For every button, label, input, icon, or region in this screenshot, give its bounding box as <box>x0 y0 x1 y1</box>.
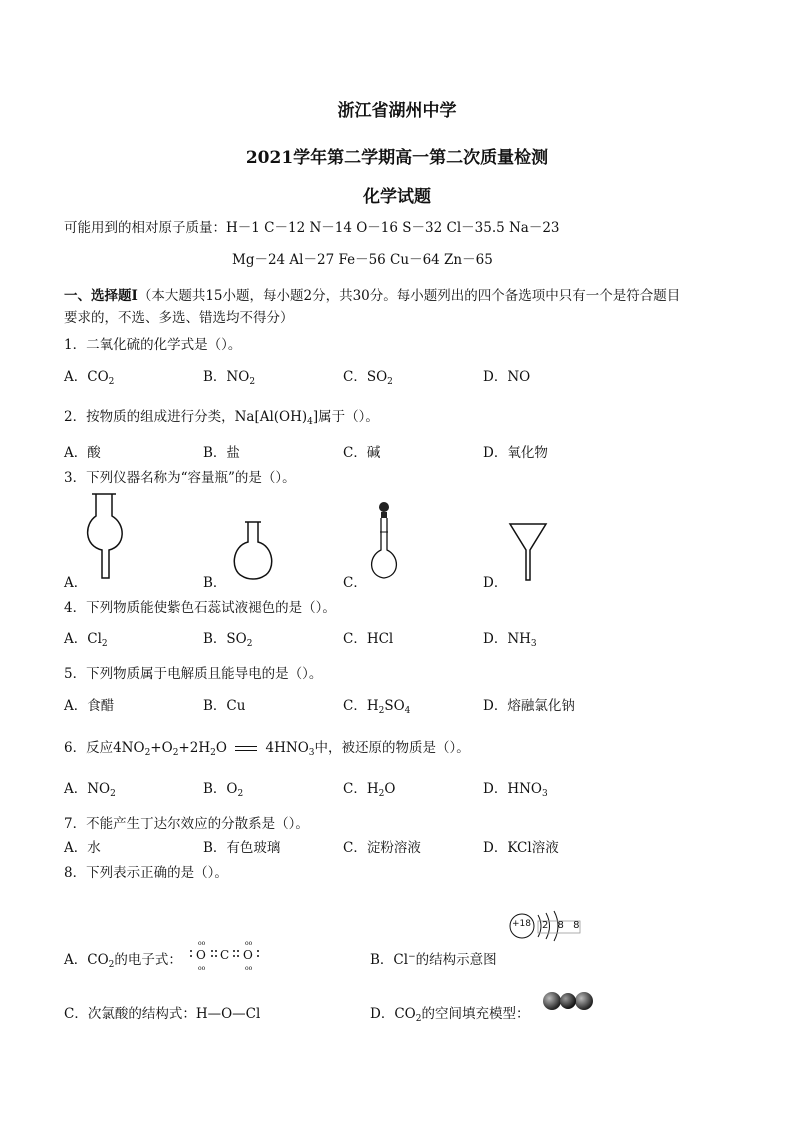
nucleus-charge-label: +18 <box>512 919 531 929</box>
q4-option-d[interactable]: D．$NH_3$ <box>483 631 537 649</box>
svg-text:oo: oo <box>245 965 253 972</box>
atomic-mass-line1: 可能用到的相对原子质量：H－1 C－12 N－14 O－16 S－32 Cl－35.5 Na－23 <box>64 220 560 236</box>
q1-option-d[interactable]: D．NO <box>483 369 531 385</box>
q8-option-d[interactable]: D．$CO_2$的空间填充模型： <box>370 1006 530 1024</box>
q7-option-c[interactable]: C．淀粉溶液 <box>343 840 421 856</box>
q6-stem: 6．反应$4NO_2+O_2+2H_2O$ $4HNO_3$中，被还原的物质是（）。 <box>64 740 470 758</box>
q7-stem: 7．不能产生丁达尔效应的分散系是（）。 <box>64 816 309 832</box>
q8-option-b[interactable]: B．Cl−的结构示意图 <box>370 952 497 968</box>
q1-option-c[interactable]: C．$SO_2$ <box>343 369 393 387</box>
section-desc: 要求的，不选、多选、错选均不得分） <box>64 310 294 326</box>
q5-option-a[interactable]: A．食醋 <box>64 698 115 714</box>
section-heading: 一、选择题Ⅰ（本大题共15小题，每小题2分，共30分。每小题列出的四个备选项中只有一个是符合题目 <box>64 288 681 304</box>
q8-stem: 8．下列表示正确的是（）。 <box>64 865 228 881</box>
electron-shells-label: 2 8 8 <box>542 920 583 931</box>
q8-option-a[interactable]: A．$CO_2$的电子式： <box>64 952 182 970</box>
q5-option-d[interactable]: D．熔融氯化钠 <box>483 698 575 714</box>
q8-option-c[interactable]: C．次氯酸的结构式：H—O—Cl <box>64 1006 261 1022</box>
q6-option-c[interactable]: C．$H_2O$ <box>343 781 396 799</box>
q1-option-b[interactable]: B．$NO_2$ <box>203 369 256 387</box>
svg-text:oo: oo <box>198 940 206 947</box>
q4-option-b[interactable]: B．$SO_2$ <box>203 631 253 649</box>
q7-option-d[interactable]: D．KCl溶液 <box>483 840 559 856</box>
q3-option-c[interactable]: C． <box>343 575 367 591</box>
subject-title: 化学试题 <box>363 187 431 207</box>
q7-option-a[interactable]: A．水 <box>64 840 101 856</box>
q6-option-d[interactable]: D．$HNO_3$ <box>483 781 548 799</box>
q2-option-a[interactable]: A．酸 <box>64 445 101 461</box>
q2-stem: 2．按物质的组成进行分类，$Na[Al(OH)_4]$属于（）。 <box>64 409 379 427</box>
q4-stem: 4．下列物质能使紫色石蕊试液褪色的是（）。 <box>64 600 336 616</box>
q5-stem: 5．下列物质属于电解质且能导电的是（）。 <box>64 666 323 682</box>
svg-text:O: O <box>243 948 253 962</box>
q3-option-b[interactable]: B． <box>203 575 227 591</box>
q3-option-a[interactable]: A． <box>64 575 88 591</box>
q7-option-b[interactable]: B．有色玻璃 <box>203 840 281 856</box>
q3-option-d[interactable]: D． <box>483 575 508 591</box>
q1-option-a[interactable]: A．$CO_2$ <box>64 369 115 387</box>
funnel-drawing <box>506 520 550 582</box>
q1-stem: 1．二氧化硫的化学式是（）。 <box>64 337 242 353</box>
volumetric-flask-drawing <box>366 500 410 582</box>
co2-electron-formula-drawing <box>188 938 272 974</box>
co2-space-filling-model-drawing <box>542 990 596 1014</box>
q6-option-a[interactable]: A．$NO_2$ <box>64 781 116 799</box>
svg-text:O: O <box>196 948 206 962</box>
q4-option-a[interactable]: A．$Cl_2$ <box>64 631 108 649</box>
exam-title: 2021学年第二学期高一第二次质量检测 <box>245 148 549 168</box>
q4-option-c[interactable]: C．HCl <box>343 631 394 647</box>
svg-text:oo: oo <box>198 965 206 972</box>
q2-option-c[interactable]: C．碱 <box>343 445 381 461</box>
q5-option-b[interactable]: B．Cu <box>203 698 246 714</box>
school-name: 浙江省湖州中学 <box>337 101 457 121</box>
q3-stem: 3．下列仪器名称为“容量瓶”的是（）。 <box>64 470 296 486</box>
atomic-mass-line2: Mg－24 Al－27 Fe－56 Cu－64 Zn－65 <box>232 252 493 268</box>
svg-text:oo: oo <box>245 940 253 947</box>
q6-option-b[interactable]: B．$O_2$ <box>203 781 244 799</box>
round-flask-drawing <box>228 520 278 582</box>
cl-ion-structure-diagram <box>508 912 582 940</box>
q5-option-c[interactable]: C．$H_2SO_4$ <box>343 698 411 716</box>
q2-option-b[interactable]: B．盐 <box>203 445 240 461</box>
svg-text:C: C <box>220 948 230 962</box>
q2-option-d[interactable]: D．氧化物 <box>483 445 548 461</box>
separatory-funnel-drawing <box>82 490 132 582</box>
double-arrow-equals-icon <box>235 746 257 751</box>
